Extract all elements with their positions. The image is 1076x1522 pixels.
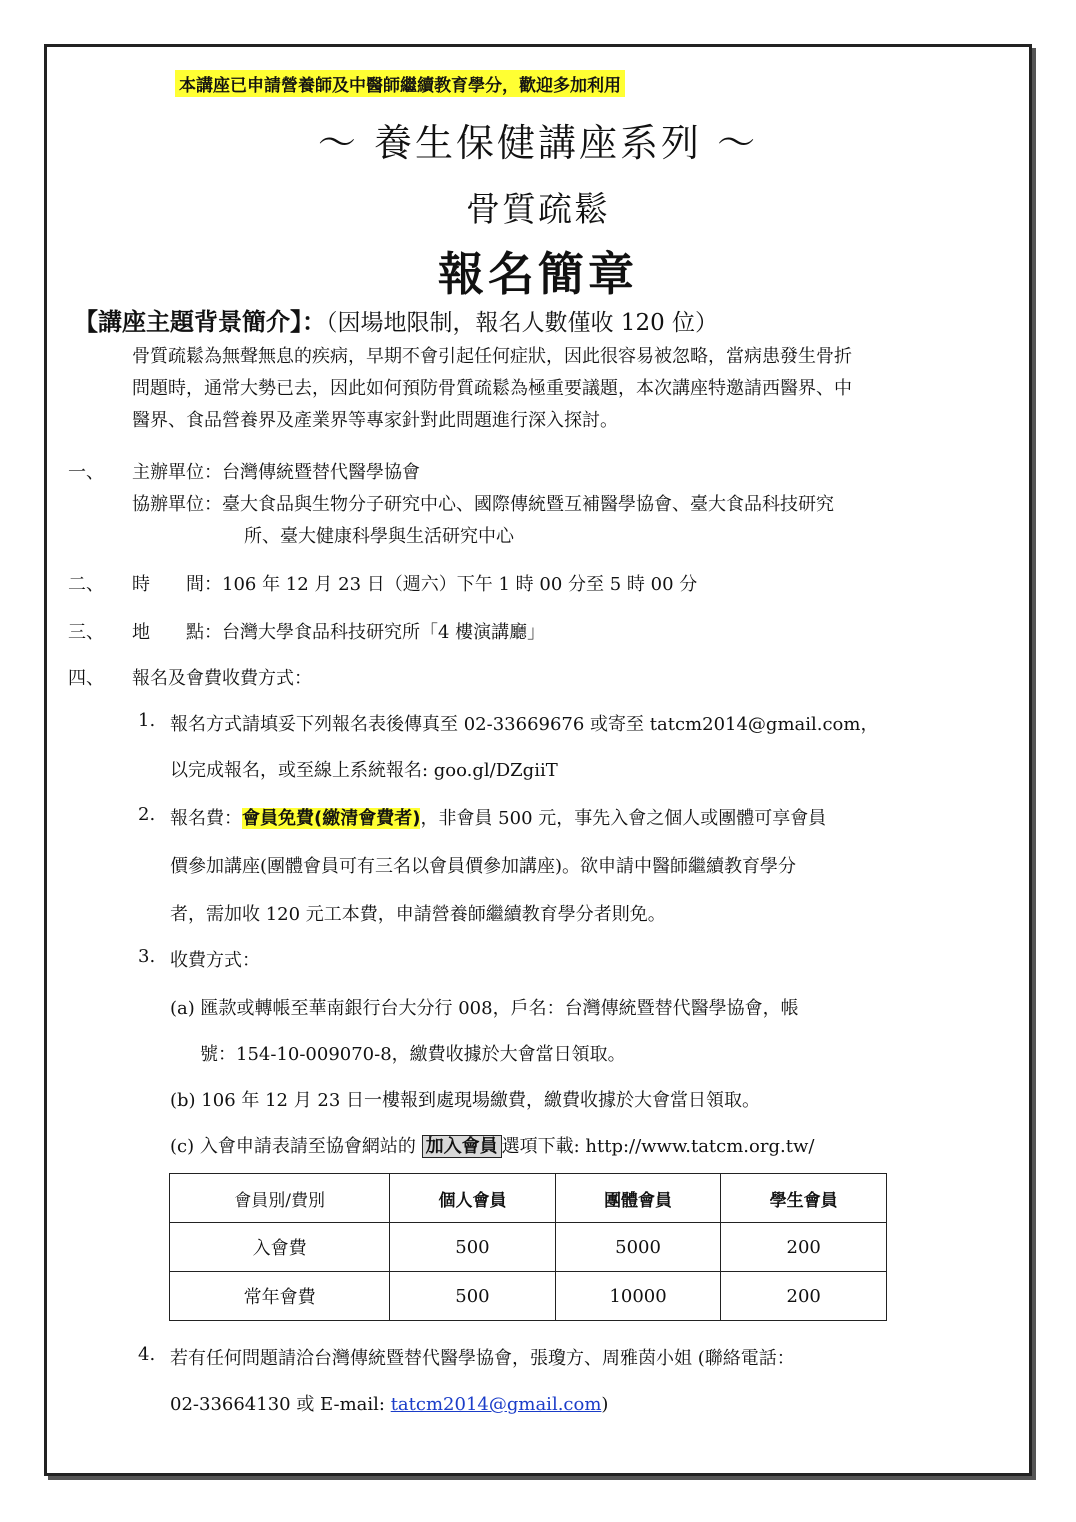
member-free-highlight: 會員免費(繳清會費者) xyxy=(242,808,421,829)
topic-title: 骨質疏鬆 xyxy=(466,190,610,230)
fee-table-cell: 10000 xyxy=(555,1272,721,1321)
fee-table-cell: 500 xyxy=(390,1272,556,1321)
co-organizers-line-2: 所、臺大健康科學與生活研究中心 xyxy=(244,526,514,547)
contact-close-paren: ) xyxy=(601,1394,609,1415)
form-title: 報名簡章 xyxy=(438,247,638,301)
intro-line-2: 問題時，通常大勢已去，因此如何預防骨質疏鬆為極重要議題，本次講座特邀請西醫界、中 xyxy=(132,378,852,399)
fee-table-header: 學生會員 xyxy=(721,1174,887,1223)
credit-notice: 本講座已申請營養師及中醫師繼續教育學分，歡迎多加利用 xyxy=(175,70,625,97)
intro-line-1: 骨質疏鬆為無聲無息的疾病，早期不會引起任何症狀，因此很容易被忽略，當病患發生骨折 xyxy=(132,346,852,367)
registration-method-line-1: 報名方式請填妥下列報名表後傳真至 02-33669676 或寄至 tatcm2014@gmail.com， xyxy=(170,714,879,735)
registration-heading: 報名及會費收費方式： xyxy=(132,668,312,689)
item-3-number: 3. xyxy=(138,946,156,967)
contact-phone: 02-33664130 或 E-mail: xyxy=(170,1394,391,1415)
fee-table-cell: 入會費 xyxy=(170,1223,390,1272)
intro-note: （因場地限制，報名人數僅收 120 位） xyxy=(326,310,719,336)
item-2-number: 2. xyxy=(138,804,156,825)
payment-c-suffix: 選項下載: http://www.tatcm.org.tw/ xyxy=(501,1136,815,1157)
join-member-option: 加入會員 xyxy=(422,1135,502,1158)
section-4-number: 四、 xyxy=(68,668,104,689)
fee-line-1 xyxy=(170,804,826,830)
time-value: 106 年 12 月 23 日（週六）下午 1 時 00 分至 5 時 00 分 xyxy=(222,574,698,595)
fee-line-2: 價參加講座(團體會員可有三名以會員價參加講座)。欲申請中醫師繼續教育學分 xyxy=(170,856,797,877)
fee-table xyxy=(169,1173,887,1321)
intro-line-3: 醫界、食品營養界及產業界等專家針對此問題進行深入探討。 xyxy=(132,410,618,431)
fee-table-cell: 200 xyxy=(721,1272,887,1321)
host-organizer: 主辦單位：台灣傳統暨替代醫學協會 xyxy=(132,462,420,483)
venue-label: 地 點： xyxy=(132,622,222,643)
intro-heading-line xyxy=(74,302,718,337)
fee-rest: ，非會員 500 元，事先入會之個人或團體可享會員 xyxy=(420,808,827,829)
payment-c-prefix: (c) 入會申請表請至協會網站的 xyxy=(170,1136,416,1157)
time-label: 時 間： xyxy=(132,574,222,595)
payment-b: (b) 106 年 12 月 23 日一樓報到處現場繳費，繳費收據於大會當日領取。 xyxy=(170,1090,761,1111)
venue-value: 台灣大學食品科技研究所「4 樓演講廳」 xyxy=(222,622,546,643)
payment-a-line-1: (a) 匯款或轉帳至華南銀行台大分行 008，戶名：台灣傳統暨替代醫學協會，帳 xyxy=(170,998,799,1019)
series-title: ～ 養生保健講座系列 ～ xyxy=(317,121,759,165)
table-row xyxy=(170,1223,887,1272)
co-organizers-line-1: 協辦單位：臺大食品與生物分子研究中心、國際傳統暨互補醫學協會、臺大食品科技研究 xyxy=(132,494,834,515)
contact-email-link[interactable]: tatcm2014@gmail.com xyxy=(390,1394,602,1415)
fee-table-cell: 200 xyxy=(721,1223,887,1272)
registration-method-line-2: 以完成報名，或至線上系統報名: goo.gl/DZgiiT xyxy=(170,760,558,781)
fee-line-3: 者，需加收 120 元工本費，申請營養師繼續教育學分者則免。 xyxy=(170,904,666,925)
intro-colon: ： xyxy=(302,308,326,336)
payment-method-label: 收費方式： xyxy=(170,950,260,971)
table-row xyxy=(170,1272,887,1321)
venue-line xyxy=(132,618,545,644)
fee-label: 報名費： xyxy=(170,808,242,829)
section-3-number: 三、 xyxy=(68,622,104,643)
section-1-number: 一、 xyxy=(68,462,104,483)
fee-table-header-row xyxy=(170,1174,887,1223)
time-line xyxy=(132,570,697,596)
fee-table-cell: 5000 xyxy=(555,1223,721,1272)
payment-c xyxy=(170,1132,814,1158)
fee-table-header: 個人會員 xyxy=(390,1174,556,1223)
section-2-number: 二、 xyxy=(68,574,104,595)
item-4-number: 4. xyxy=(138,1344,156,1365)
intro-heading: 【講座主題背景簡介】 xyxy=(74,308,302,336)
fee-table-header: 會員別/費別 xyxy=(170,1174,390,1223)
contact-line-1: 若有任何問題請洽台灣傳統暨替代醫學協會，張瓊方、周雅茵小姐 (聯絡電話： xyxy=(170,1348,795,1369)
fee-table-cell: 500 xyxy=(390,1223,556,1272)
contact-line-2 xyxy=(170,1390,608,1416)
payment-a-line-2: 號：154-10-009070-8，繳費收據於大會當日領取。 xyxy=(200,1044,626,1065)
item-1-number: 1. xyxy=(138,710,156,731)
fee-table-cell: 常年會費 xyxy=(170,1272,390,1321)
fee-table-header: 團體會員 xyxy=(555,1174,721,1223)
